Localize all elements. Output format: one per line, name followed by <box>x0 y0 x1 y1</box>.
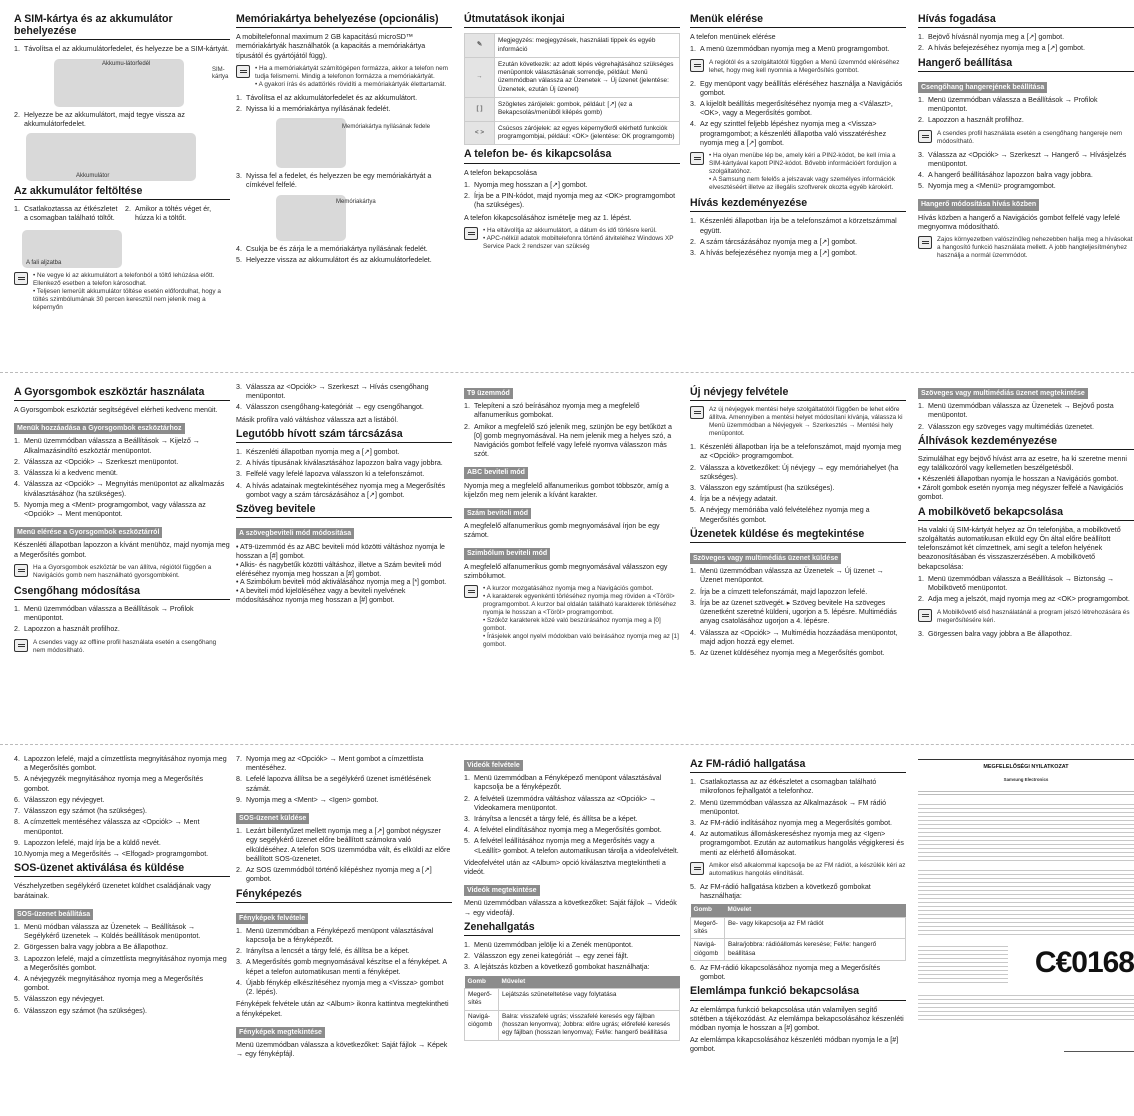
list-item: 2. Amikor a töltés véget ér, húzza ki a töltőt. <box>125 205 212 223</box>
heading-fake-call: Álhívások kezdeményezése <box>918 435 1134 450</box>
note-icon <box>690 406 704 419</box>
note-icon <box>464 585 478 598</box>
list-item: 2. Egy menüpont vagy beállítás eléréséhez használja a Navigációs gombot. <box>690 79 903 97</box>
list-item: 3. Lapozzon lefelé, majd a címzettlista megnyitásához nyomja meg a Megerősítés gombot. <box>14 954 227 972</box>
list-item: 7. Válasszon egy számot (ha szükséges). <box>14 807 148 816</box>
list-item: 5. A névjegy memóriába való felvételéhez nyomja meg a Megerősítés gombot. <box>690 506 870 524</box>
list-item: 2. Válasszon egy zenei kategóriát → egy zenei fájlt. <box>464 952 629 961</box>
list-item: 2. Válasszon egy szöveges vagy multimédiás üzenetet. <box>918 422 1095 431</box>
list-item: 4. Válasszon csengőhang-kategóriát → egy csengőhangot. <box>236 403 424 412</box>
note-icon <box>690 862 704 875</box>
list-item: 2. A hívás típusának kiválasztásához lapozzon balra vagy jobbra. <box>236 459 443 468</box>
heading-new-contact: Új névjegy felvétele <box>690 386 906 401</box>
list-item: 4. Lapozzon lefelé, majd a címzettlista megnyitásához nyomja meg a Megerősítés gombot. <box>14 755 227 773</box>
col-shortcuts: A Gyorsgombok eszköztár használata A Gyorsgombok eszköztár segítségével elérheti kedvenc menüit. Menük hozzáadása a Gyorsgombok eszköztárhoz 1. Menü üzemmódban válassza a Beállítások → Kijelző → Alkalmazásindító eszköztár menüpontot. 2. Válassza az <Opciók> → Szerkeszt menüpontot. 3. Válassza ki a kedvenc menüt. 4. Válassza az <Opciók> → Megnyitás menüpontot az alkalmazás kiválasztásához (ha szükséges). 5. Nyomja meg a <Ment> programgombot, vagy válassza az <Opciók> → Ment menüpontot. Menü elérése a Gyorsgombok eszköztárról Készenléti állapotban lapozzon a kívánt menühöz, majd nyomja meg a Megerősítés gombot. Ha a Gyorsgombok eszköztár be van állítva, régiótól függően a Navigációs gomb nem használható gyorsgombként. Csengőhang módosítása 1. Menü üzemmódban válassza a Beállítások → Profilok menüpontot. 2. Lapozzon a használt profilhoz. A csendes vagy az offline profil használata esetén a csengőhang nem módosítható. <box>14 386 230 654</box>
list-item: 3. Görgessen balra vagy jobbra a Be állapothoz. <box>918 629 1072 638</box>
table-row: Megerő-sítés Be- vagy kikapcsolja az FM rádiót <box>691 917 906 939</box>
note-icon <box>918 236 932 249</box>
list-item: 3. Válasszon egy számtípust (ha szükséges). <box>690 484 835 493</box>
list-item: 3. Felfelé vagy lefelé lapozva válasszon ki a telefonszámot. <box>236 470 425 479</box>
note-icon <box>236 65 250 78</box>
list-item: 2. A hívás befejezéséhez nyomja meg a [↗] gombot. <box>918 44 1085 53</box>
list-item: 2. Válassza a következőket: Új névjegy → egy memóriahelyet (ha szükséges). <box>690 463 899 481</box>
list-item: 2. A szám tárcsázásához nyomja meg a [↗] gombot. <box>690 237 857 246</box>
declaration-text-block <box>918 789 1134 795</box>
memory-card-illustration: Memóriakártya <box>276 195 346 241</box>
list-item: 2. Irányítsa a lencsét a tárgy felé, és állítsa be a képet. <box>236 947 410 956</box>
subheading-bar: Fényképek megtekintése <box>236 1027 325 1038</box>
brackets-icon: [ ] <box>465 98 495 122</box>
list-item: 2. Lapozzon a használt profilhoz. <box>14 625 120 634</box>
list-item: 4. Írja be a névjegy adatait. <box>690 495 778 504</box>
subheading-bar: Videók megtekintése <box>464 885 540 896</box>
list-item: 6. Az FM-rádió kikapcsolásához nyomja meg a Megerősítés gombot. <box>690 964 881 982</box>
radio-keys-table <box>690 904 906 961</box>
icon-table <box>464 33 680 145</box>
note-icon <box>918 130 932 143</box>
list-item: 2. Adja meg a jelszót, majd nyomja meg az <OK> programgombot. <box>918 595 1130 604</box>
list-item: 2. Az SOS üzemmódból történő kilépéshez nyomja meg a [↗] gombot. <box>236 866 432 884</box>
list-item: 2. A felvételi üzemmódra váltáshoz válassza az <Opciók> → Videokamera menüpontot. <box>464 794 657 812</box>
list-item: 3. Irányítsa a lencsét a tárgy felé, és állítsa be a képet. <box>464 814 638 823</box>
list-item: 5. Az üzenet küldéséhez nyomja meg a Megerősítés gombot. <box>690 648 885 657</box>
col-memory: Memóriakártya behelyezése (opcionális) A mobiltelefonnal maximum 2 GB kapacitású microSD™ memóriakártyák használhatók (a kapacitás a memóriakártya típusától és gyártójától függ). • Ha a memóriakártyát számítógépen formázza, akkor a telefon nem tudja felismerni. Mindig a telefonon formázza a memóriakártyát. • A gyakori írás és adattörlés rövidíti a memóriakártyák élettartamát. 1. Távolítsa el az akkumulátorfedelet és az akkumulátort. 2. Nyissa ki a memóriakártya nyílásának fedelét. Memóriakártya nyílásának fedele 3. Nyissa fel a fedelet, és helyezzen be egy memóriakártyát a címkével felfelé. Memóriakártya 4. Csukja be és zárja le a memóriakártya nyílásának fedelét. 5. Helyezze vissza az akkumulátort és az akkumulátorfedelet. <box>236 0 452 372</box>
list-item: 4. Az egy szinttel feljebb lépéshez nyomja meg a <Vissza> programgombot; a készenléti állapotba való visszatéréshez nyomja meg a [↗] gombot. <box>690 120 887 147</box>
list-item: 2. Lapozzon a használt profilhoz. <box>918 116 1024 125</box>
list-item: 1. Készenléti állapotban írja be a telefonszámot, majd nyomja meg az <Opciók> programgombot. <box>690 443 902 461</box>
note-icon <box>464 227 478 240</box>
table-row: Navigá-ciógomb Balra/jobbra: rádióállomás keresése; Fel/le: hangerő beállítása <box>691 939 906 961</box>
list-item: 4. A felvétel elindításához nyomja meg a Megerősítés gombot. <box>464 826 662 835</box>
subheading-bar: ABC beviteli mód <box>464 467 528 478</box>
note-icon: ✎ <box>465 34 495 58</box>
table-row: Megerő-sítés Lejátszás szüneteltetése vagy folytatása <box>465 988 680 1010</box>
declaration-title: MEGFELELŐSÉGI NYILATKOZAT <box>983 764 1069 770</box>
list-item: 9. Nyomja meg a <Ment> → <Igen> gombot. <box>236 795 379 804</box>
list-item: 1. Menü módban válassza az Üzenetek → Beállítások → Segélykérő üzenetek → Küldés beállítások menüpontot. <box>14 922 201 941</box>
note-icon <box>918 609 932 622</box>
address-block <box>918 943 1008 983</box>
col-video-music: Videók felvétele 1. Menü üzemmódban a Fényképező menüpont választásával kapcsolja be a fényképezőt. 2. A felvételi üzemmódra váltáshoz válassza az <Opciók> → Videokamera menüpontot. 3. Irányítsa a lencsét a tárgy felé, és állítsa be a képet. 4. A felvétel elindításához nyomja meg a Megerősítés gombot. 5. A felvétel leállításához nyomja meg a Megerősítés vagy a <Leállít> gombot. A telefon automatikusan tárolja a videofelvételt. Videofelvétel után az <Album> opció kiválasztva megtekintheti a videót. Videók megtekintése Menü üzemmódban válassza a következőket: Saját fájlok → Videók → egy videofájl. Zenehallgatás 1. Menü üzemmódban jelölje ki a Zenék menüpontot. 2. Válasszon egy zenei kategóriát → egy zenei fájlt. 3. A lejátszás közben a következő gombokat használhatja: Gomb Művelet Megerő-sítés Lejátszás szüneteltetése vagy folytatása Navigá-ciógomb Balra: visszafelé ugrás; visszafelé keresés egy fájlban (hosszan lenyomva); Jobbra: előre ugrás; előrefelé keresés egy fájlban (hosszan lenyomva); Fel/le: hangerő beállítása <box>464 745 680 1116</box>
subheading-bar: Menü elérése a Gyorsgombok eszköztárról <box>14 527 162 538</box>
note-icon <box>690 152 704 165</box>
col-camera: 7. Nyomja meg az <Opciók> → Ment gombot a címzettlista mentéséhez. 8. Lefelé lapozva állítsa be a segélykérő üzenet ismétlésének számát. 9. Nyomja meg a <Ment> → <Igen> gombot. SOS-üzenet küldése 1. Lezárt billentyűzet mellett nyomja meg a [↗] gombot négyszer egy segélykérő üzenet előre beállított számokra való elküldéséhez. A telefon SOS üzemmódba vált, és elküldi az előre beállított SOS-üzenetet. 2. Az SOS üzemmódból történő kilépéshez nyomja meg a [↗] gombot. Fényképezés Fényképek felvétele 1. Menü üzemmódban a Fényképező menüpont választásával kapcsolja be a fényképezőt. 2. Irányítsa a lencsét a tárgy felé, és állítsa be a képet. 3. A Megerősítés gomb megnyomásával készítse el a fényképet. A képet a telefon automatikusan menti a fényképet. 4. Újabb fénykép elkészítéséhez nyomja meg a <Vissza> gombot (2. lépés). Fényképek felvétele után az <Album> ikonra kattintva megtekintheti a fényképeket. Fényképek megtekintése Menü üzemmódban válassza a következőket: Saját fájlok → Képek → egy fényképfájl. <box>236 755 451 1059</box>
table-row: Gomb Művelet <box>465 976 680 989</box>
subheading-bar: Szöveges vagy multimédiás üzenet küldése <box>690 553 841 564</box>
note: A csendes vagy az offline profil használata esetén a csengőhang nem módosítható. <box>14 639 230 655</box>
list-item: 2. Menü üzemmódban válassza az Alkalmazások → FM rádió menüpontot. <box>690 798 887 816</box>
battery-illustration: Akkumulátor <box>26 133 196 181</box>
col-radio: Az FM-rádió hallgatása 1. Csatlakoztassa az az étkészletet a csomagban található mikrofonos fejhallgatót a telefonhoz. 2. Menü üzemmódban válassza az Alkalmazások → FM rádió menüpontot. 3. Az FM-rádió indításához nyomja meg a Megerősítés gombot. 4. Az automatikus állomáskereséshez nyomja meg az <Igen> programgombot. Ezután az automatikus hangolás végigkeresi és menti az elérhető állomásokat. Amikor első alkalommal kapcsolja be az FM rádiót, a készülék kéri az automatikus hangolás elindítását. 5. Az FM-rádió hallgatása közben a következő gombokat használhatja: Gomb Művelet Megerő-sítés Be- vagy kikapcsolja az FM rádiót Navigá-ciógomb Balra/jobbra: rádióállomás keresése; Fel/le: hangerő beállítása 6. Az FM-rádió kikapcsolásához nyomja meg a Megerősítés gombot. Elemlámpa funkció bekapcsolása Az elemlámpa funkció bekapcsolása után valamilyen segítő sötétben a tájékozódást. Az elemlámpa bekapcsolásához készenléti módban nyomja le hosszan a [#] gombot. Az elemlámpa kikapcsolásához készenléti módban nyomja le a [#] gombot. <box>690 758 906 1054</box>
subheading-bar: SOS-üzenet küldése <box>236 813 309 824</box>
table-row: [ ] Szögletes zárójelek: gombok, például: [↗] (ez a Bekapcsolás/menüből kilépés gomb) <box>465 98 680 122</box>
list-item: 3. A Megerősítés gomb megnyomásával készítse el a fényképet. A képet a telefon automatikusan menti a fényképet. <box>236 958 447 976</box>
heading-sos: SOS-üzenet aktiválása és küldése <box>14 862 230 877</box>
list-item: 2. Amikor a megfelelő szó jelenik meg, szünjön be egy betűközt a [0] gomb megnyomásával. Ha nem jelenik meg a helyes szó, a Navigációs gombot felfelé vagy lefelé nyomva válasszon más szót. <box>464 422 672 459</box>
angle-brackets-icon: < > <box>465 121 495 145</box>
heading-shortcuts: A Gyorsgombok eszköztár használata <box>14 386 230 401</box>
note: Az új névjegyek mentési helye szolgáltatótól függően be lehet előre állítva. Amennyiben a mentési helyet módosítani kívánja, válassza ki Menü üzemmódban a Névjegyek → Szerkesztés → Mentési hely menüpontot. <box>690 406 906 438</box>
note: A Mobilkövető első használatánál a program jelszó létrehozására és megerősítésére kéri. <box>918 609 1134 625</box>
panel-3 <box>0 744 1134 1116</box>
note: A csendes profil használata esetén a csengőhang hangereje nem módosítható. <box>918 130 1134 146</box>
panel-2 <box>0 372 1134 744</box>
subheading-bar: Szám beviteli mód <box>464 508 531 519</box>
list-item: 8. Lefelé lapozva állítsa be a segélykérő üzenet ismétlésének számát. <box>236 775 431 793</box>
subheading-bar: Szöveges vagy multimédiás üzenet megtekintése <box>918 388 1088 399</box>
list-item: 2. Írja be a címzett telefonszámát, majd lapozzon lefelé. <box>690 587 868 596</box>
list-item: 4. Az automatikus állomáskereséshez nyomja meg az <Igen> programgombot. Ezután az automatikus hangolás végigkeresi és menti az elérhető állomásokat. <box>690 830 904 857</box>
list-item: 4. A hívás adatainak megtekintéséhez nyomja meg a Megerősítés gombot vagy a szám tárcsázásához a [↗] gombot. <box>236 481 446 499</box>
signature <box>1064 1030 1134 1052</box>
list-item: 4. Újabb fénykép elkészítéséhez nyomja meg a <Vissza> gombot (2. lépés). <box>236 978 444 997</box>
col-answer: Hívás fogadása 1. Bejövő hívásnál nyomja meg a [↗] gombot. 2. A hívás befejezéséhez nyomja meg a [↗] gombot. Hangerő beállítása Csengőhang hangerejének beállítása 1. Menü üzemmódban válassza a Beállítások → Profilok menüpontot. 2. Lapozzon a használt profilhoz. A csendes profil használata esetén a csengőhang hangereje nem módosítható. 3. Válassza az <Opciók> → Szerkeszt → Hangerő → Hívásjelzés menüpontot. 4. A hangerő beállításához lapozzon balra vagy jobbra. 5. Nyomja meg a <Menü> programgombot. Hangerő módosítása hívás közben Hívás közben a hangerő a Navigációs gombot felfelé vagy lefelé megnyomva módosítható. Zajos környezetben valószínűleg nehezebben hallja meg a hívásokat a hangosító funkció használata mellett. A jobb hangteljesítményhez használja a normál üzemmódot. <box>918 13 1133 259</box>
list-item: 1. Menü üzemmódban válassza az Üzenetek → Bejövő posta menüpontot. <box>918 402 1114 420</box>
heading-text-input: Szöveg bevitele <box>236 503 452 518</box>
heading-menus: Menük elérése <box>690 13 906 28</box>
note: Zajos környezetben valószínűleg nehezebben hallja meg a hívásokat a hangosító funkció használata mellett. A jobb hangteljesítményhez használja a normál üzemmódot. <box>918 236 1134 260</box>
list-item: 1. Készenléti állapotban írja be a telefonszámot a körzetszámmal együtt. <box>690 217 897 235</box>
list-item: 4. Válassza az <Opciók> → Multimédia hozzáadása menüpontot, majd adjon hozzá egy elemet. <box>690 628 898 646</box>
note-icon <box>14 272 28 285</box>
declaration-text-block <box>918 992 1134 1022</box>
heading-icons: Útmutatások ikonjai <box>464 13 680 28</box>
list-item: 1. Távolítsa el az akkumulátorfedelet és az akkumulátort. <box>236 93 418 102</box>
list-item: 1. Menü üzemmódban válassza az Üzenetek → Új üzenet → Üzenet menüpontot. <box>690 567 884 585</box>
declaration-text-block <box>918 867 1134 937</box>
list-item: 5. Nyomja meg a <Menü> programgombot. <box>918 182 1056 191</box>
col-contacts <box>690 373 906 744</box>
list-item: 4. A hangerő beállításához lapozzon balra vagy jobbra. <box>918 170 1093 179</box>
list-item: 2. Helyezze be az akkumulátort, majd tegye vissza az akkumulátorfedelet. <box>14 110 185 128</box>
list-item: 1. Lezárt billentyűzet mellett nyomja meg a [↗] gombot négyszer egy segélykérő üzenet előre beállított számokra való elküldéséhez. A telefon SOS üzemmódba vált, és elküldi az előre beállított SOS-üzenetet. <box>236 827 451 863</box>
col-menus: Menük elérése A telefon menüinek elérése 1. A menü üzemmódban nyomja meg a Menü programgombot. A regiótól és a szolgáltatótól függően a Menü üzemmód eléréséhez lehet, hogy meg kell nyomnia a Megerősítés gombot. 2. Egy menüpont vagy beállítás eléréséhez használja a Navigációs gombot. 3. A kijelölt beállítás megerősítéséhez nyomja meg a <Választ>, <OK>, vagy a Megerősítés gombot. 4. Az egy szinttel feljebb lépéshez nyomja meg a <Vissza> programgombot; a készenléti állapotba való visszatéréshez nyomja meg a [↗] gombot. • Ha olyan menübe lép be, amely kéri a PIN2-kódot, be kell írnia a SIM-kártyával kapott PIN2-kódot. Bővebb információért forduljon a szolgáltatóhoz. • A Samsung nem felelős a jelszavak vagy személyes információk elvesztéséért illetve az illegális szoftverek okozta egyéb károkért. Hívás kezdeményezése 1. Készenléti állapotban írja be a telefonszámot a körzetszámmal együtt. 2. A szám tárcsázásához nyomja meg a [↗] gombot. 3. A hívás befejezéséhez nyomja meg a [↗] gombot. <box>690 0 906 372</box>
bullet-list: • Készenléti állapotban nyomja le hosszan a Navigációs gombot. • Zárolt gombok esetén nyomja meg négyszer felfelé a Navigációs gombot. <box>918 476 1134 502</box>
subheading-bar: SOS-üzenet beállítása <box>14 909 93 920</box>
table-row: → Ezután következik: az adott lépés végrehajtásához szükséges menüpontok választásának sorrendje, például: Menü üzemmódban válassza az Üzenetek → Új üzenet (jelentése: Üzenetek, ezután Új üzenet) <box>465 57 680 97</box>
list-item: 1. Menü üzemmódban válassza a Beállítások → Biztonság → Mobilkövető menüpontot. <box>918 574 1115 593</box>
list-item: 3. Írja be az üzenet szövegét. ▸ Szöveg bevitele Ha szöveges üzenetként szeretné küldeni, ugorjon a 5. lépésre. Multimédiás anyag csatolásához ugorjon a 4. lépésre. <box>690 598 897 626</box>
charger-illustration: A fali aljzatba <box>22 230 122 268</box>
ce-mark: C€0168 <box>1034 946 1134 980</box>
list-item: 3. A hívás befejezéséhez nyomja meg a [↗] gombot. <box>690 248 857 257</box>
list-item: 3. A lejátszás közben a következő gombokat használhatja: <box>464 963 650 972</box>
list-item: 3. Válassza az <Opciók> → Szerkeszt → Hívás csengőhang menüpontot. <box>236 383 429 401</box>
note: A regiótól és a szolgáltatótól függően a Menü üzemmód eléréséhez lehet, hogy meg kell nyomnia a Megerősítés gombot. <box>690 59 906 75</box>
music-keys-table <box>464 976 680 1041</box>
subheading-bar: Csengőhang hangerejének beállítása <box>918 82 1047 93</box>
heading-ringtone: Csengőhang módosítása <box>14 585 230 600</box>
heading-sim: A SIM-kártya és az akkumulátor behelyezése <box>14 13 230 40</box>
list-item: 1. Menü üzemmódban a Fényképező menüpont választásával kapcsolja be a fényképezőt. <box>464 774 662 792</box>
note: • A kurzor mozgatásához nyomja meg a Navigációs gombot. • A karakterek egyenkénti törléséhez nyomja meg röviden a <Töröl> programgombot. A kurzor bal oldalán található karakterek törléséhez nyomja le hosszan a <Töröl> programgombot. • Szóköz karakterek közé való beszúrásához nyomja meg a [0] gombot. • Írásjelek angol nyelvi módokban való beírásához nyomja meg az [1] gombot. <box>464 585 680 649</box>
list-item: 2. Görgessen balra vagy jobbra a Be állapothoz. <box>14 943 168 952</box>
list-item: 1. Menü üzemmódban jelölje ki a Zenék menüpontot. <box>464 940 633 949</box>
declaration-text-block <box>918 801 1134 861</box>
note-icon <box>690 59 704 72</box>
list-item: 2. Válassza az <Opciók> → Szerkeszt menüpontot. <box>14 457 179 466</box>
declaration-company: Samsung Electronics <box>1003 777 1049 783</box>
declaration <box>918 759 1134 1052</box>
heading-redial: Legutóbb hívott szám tárcsázása <box>236 428 452 443</box>
sim-illustration: Akkumu-látorfedél SIM-kártya <box>54 59 184 107</box>
heading-camera: Fényképezés <box>236 888 452 903</box>
list-item: 1. Menü üzemmódban válassza a Beállítások → Profilok menüpontot. <box>14 604 194 623</box>
list-item: 5. Helyezze vissza az akkumulátort és az akkumulátorfedelet. <box>236 255 432 264</box>
subheading-bar: Videók felvétele <box>464 760 523 771</box>
list-item: 5. Válasszon egy névjegyet. <box>14 995 105 1004</box>
col-sos: 4. Lapozzon lefelé, majd a címzettlista megnyitásához nyomja meg a Megerősítés gombot. 5. A névjegyzék megnyitásához nyomja meg a Megerősítés gombot. 6. Válasszon egy névjegyet. 7. Válasszon egy számot (ha szükséges). 8. A címzettek mentéséhez válassza az <Opciók> → Ment menüpontot. 9. Lapozzon lefelé, majd írja be a küldő nevét. 10. Nyomja meg a Megerősítés → <Elfogad> programgombot. SOS-üzenet aktiválása és küldése Vészhelyzetben segélykérő üzenetet küldhet családjának vagy barátainak. SOS-üzenet beállítása 1. Menü módban válassza az Üzenetek → Beállítások → Segélykérő üzenetek → Küldés beállítások menüpontot. 2. Görgessen balra vagy jobbra a Be állapothoz. 3. Lapozzon lefelé, majd a címzettlista megnyitásához nyomja meg a Megerősítés gombot. 4. A névjegyzék megnyitásához nyomja meg a Megerősítés gombot. 5. Válasszon egy névjegyet. 6. Válasszon egy számot (ha szükséges). <box>14 745 230 1116</box>
arrow-icon: → <box>465 57 495 97</box>
list-item: 9. Lapozzon lefelé, majd írja be a küldő nevét. <box>14 838 161 847</box>
list-item: 7. Nyomja meg az <Opciók> → Ment gombot a címzettlista mentéséhez. <box>236 755 424 773</box>
list-item: 3. Válassza ki a kedvenc menüt. <box>14 469 118 478</box>
heading-flashlight: Elemlámpa funkció bekapcsolása <box>690 985 906 1000</box>
subheading-bar: Fényképek felvétele <box>236 913 308 924</box>
list-item: 1. Csatlakoztassa az étkészletet a csomagban található töltőt. <box>14 205 118 223</box>
list-item: 1. Menü üzemmódban válassza a Beállítások → Kijelző → Alkalmazásindító eszköztár menüpontot. <box>14 437 200 455</box>
col-redial: 3. Válassza az <Opciók> → Szerkeszt → Hívás csengőhang menüpontot. 4. Válasszon csengőhang-kategóriát → egy csengőhangot. Másik profilra való váltáshoz válassza azt a listából. Legutóbb hívott szám tárcsázása 1. Készenléti állapotban nyomja meg a [↗] gombot. 2. A hívás típusának kiválasztásához lapozzon balra vagy jobbra. 3. Felfelé vagy lefelé lapozva válasszon ki a telefonszámot. 4. A hívás adatainak megtekintéséhez nyomja meg a Megerősítés gombot vagy a szám tárcsázásához a [↗] gombot. Szöveg bevitele A szövegbeviteli mód módosítása • AT9-üzemmód és az ABC beviteli mód közötti váltáshoz nyomja le hosszan a [#] gombot. • Alkis- és nagybetűk közötti váltáshoz, illetve a Szám beviteli mód eléréséhez nyomja meg hosszan a [#] gombot. • A Szimbólum beviteli mód aktiválásához nyomja meg a [*] gombot. • A beviteli mód kijelöléséhez vagy a beviteli nyelvének módosításához nyomja meg hosszan a [#] gombot. <box>236 373 452 744</box>
heading-radio: Az FM-rádió hallgatása <box>690 758 906 773</box>
list-item: 1. Bejövő hívásnál nyomja meg a [↗] gombot. <box>918 33 1065 42</box>
list-item: 1. Menü üzemmódban válassza a Beállítások → Profilok menüpontot. <box>918 95 1098 114</box>
note: Ha a Gyorsgombok eszköztár be van állítva, régiótól függően a Navigációs gomb nem használható gyorsgombként. <box>14 564 230 580</box>
col-input-modes: T9 üzemmód 1. Telepíteni a szó beírásához nyomja meg a megfelelő alfanumerikus gombokat. 2. Amikor a megfelelő szó jelenik meg, szünjön be egy betűközt a [0] gomb megnyomásával. Ha nem jelenik meg a helyes szó, a Navigációs gombot felfelé vagy lefelé nyomva válasszon más szót. ABC beviteli mód Nyomja meg a megfelelő alfanumerikus gombot többször, amíg a kijelzőn meg nem jelenik a kívánt karakter. Szám beviteli mód A megfelelő alfanumerikus gomb megnyomásával írjon be egy számot. Szimbólum beviteli mód A megfelelő alfanumerikus gomb megnyomásával válasszon egy szimbólumot. • A kurzor mozgatásához nyomja meg a Navigációs gombot. • A karakterek egyenkénti törléséhez nyomja meg röviden a <Töröl> programgombot. A kurzor bal oldalán található karakterek törléséhez nyomja le hosszan a <Töröl> programgombot. • Szóköz karakterek közé való beszúrásához nyomja meg a [0] gombot. • Írásjelek angol nyelvi módokban való beírásához nyomja meg az [1] gombot. <box>464 373 680 744</box>
subheading-bar: T9 üzemmód <box>464 388 513 399</box>
col-declaration <box>918 745 1134 1116</box>
heading-answer: Hívás fogadása <box>918 13 1134 28</box>
note: • Ha eltávolítja az akkumulátort, a dátum és idő törlésre kerül. • APC-nélkül adatok mobiltelefonra történő átviteléhez Windows XP Service Pack 2 rendszer van szükség <box>464 227 680 251</box>
list-item: 6. Válasszon egy számot (ha szükséges). <box>14 1006 148 1015</box>
list-item: 1. Csatlakoztassa az az étkészletet a csomagban található mikrofonos fejhallgatót a telefonhoz. <box>690 778 877 796</box>
subheading-bar: Szimbólum beviteli mód <box>464 548 550 559</box>
heading-volume: Hangerő beállítása <box>918 57 1134 72</box>
list-item: 2. Nyissa ki a memóriakártya nyílásának fedelét. <box>236 105 391 114</box>
list-item: 1. Menü üzemmódban a Fényképező menüpont választásával kapcsolja be a fényképezőt. <box>236 926 434 944</box>
col-icons: Útmutatások ikonjai ✎ Megjegyzés: megjegyzések, használati tippek és egyéb információ → Ezután következik: az adott lépés végrehajtásához szükséges menüpontok választásának sorrendje, például: Menü üzemmódban válassza az Üzenetek → Új üzenet (jelentése: Üzenetek, ezután Új üzenet) [ ] Szögletes zárójelek: gombok, például: [↗] (ez a Bekapcsolás/menüből kilépés gomb) < > Csúcsos zárójelek: az egyes képernyőkről elérhető funkciók programgombjai, például: <OK> (jelentése: OK programgomb) A telefon be- és kikapcsolása A telefon bekapcsolása 1. Nyomja meg hosszan a [↗] gombot. 2. Írja be a PIN-kódot, majd nyomja meg az <OK> programgombot (ha szükséges). A telefon kikapcsolásához ismételje meg az 1. lépést. • Ha eltávolítja az akkumulátort, a dátum és idő törlésre kerül. • APC-nélkül adatok mobiltelefonra történő átviteléhez Windows XP Service Pack 2 rendszer van szükség <box>464 0 680 372</box>
table-row: Gomb Művelet <box>691 904 906 917</box>
table-row: < > Csúcsos zárójelek: az egyes képernyőkről elérhető funkciók programgombjai, például: <OK> (jelentése: OK programgomb) <box>465 121 680 145</box>
note: Amikor első alkalommal kapcsolja be az FM rádiót, a készülék kéri az automatikus hangolás elindítását. <box>690 862 906 878</box>
list-item: 5. Nyomja meg a <Ment> programgombot, vagy válassza az <Opciók> → Ment menüpontot. <box>14 500 206 519</box>
panel-1 <box>0 0 1134 372</box>
note-icon <box>14 639 28 652</box>
heading-messages: Üzenetek küldése és megtekintése <box>690 528 906 543</box>
list-item: 6. Válasszon egy névjegyet. <box>14 795 105 804</box>
list-item: 1. A menü üzemmódban nyomja meg a Menü programgombot. <box>690 45 890 54</box>
subheading-bar: Hangerő módosítása hívás közben <box>918 199 1039 210</box>
heading-memory: Memóriakártya behelyezése (opcionális) <box>236 13 452 28</box>
list-item: 1. Telepíteni a szó beírásához nyomja meg a megfelelő alfanumerikus gombokat. <box>464 402 640 420</box>
heading-power: A telefon be- és kikapcsolása <box>464 148 680 163</box>
list-item: 3. A kijelölt beállítás megerősítéséhez nyomja meg a <Választ>, <OK>, vagy a Megerősítés gombot. <box>690 100 893 118</box>
note: • Ha a memóriakártyát számítógépen formázza, akkor a telefon nem tudja felismerni. Mindig a telefonon formázza a memóriakártyát. • A gyakori írás és adattörlés rövidíti a memóriakártyák élettartamát. <box>236 65 452 89</box>
list-item: 4. Csukja be és zárja le a memóriakártya nyílásának fedelét. <box>236 244 428 253</box>
list-item: 5. Az FM-rádió hallgatása közben a következő gombokat használhatja: <box>690 882 871 901</box>
list-item: 1. Készenléti állapotban nyomja meg a [↗] gombot. <box>236 448 400 457</box>
list-item: 1. Nyomja meg hosszan a [↗] gombot. <box>464 180 588 189</box>
list-item: 5. A névjegyzék megnyitásához nyomja meg a Megerősítés gombot. <box>14 775 204 793</box>
memory-slot-illustration: Memóriakártya nyílásának fedele <box>276 118 346 168</box>
list-item: 2. Írja be a PIN-kódot, majd nyomja meg az <OK> programgombot (ha szükséges). <box>464 192 676 210</box>
subheading-bar: A szövegbeviteli mód módosítása <box>236 528 354 539</box>
list-item: 3. Nyissa fel a fedelet, és helyezzen be egy memóriakártyát a címkével felfelé. <box>236 172 432 190</box>
table-row: Navigá-ciógomb Balra: visszafelé ugrás; visszafelé keresés egy fájlban (hosszan lenyomva); Jobbra: előre ugrás; előrefelé keresés egy fájlban (hosszan lenyomva); Fel/le: hangerő beállítása <box>465 1010 680 1040</box>
note: • Ha olyan menübe lép be, amely kéri a PIN2-kódot, be kell írnia a SIM-kártyával kapott PIN2-kódot. Bővebb információért forduljon a szolgáltatóhoz. • A Samsung nem felelős a jelszavak vagy személyes információk elvesztéséért illetve az illegális szoftverek okozta egyéb károkért. <box>690 152 906 192</box>
subheading-bar: Menük hozzáadása a Gyorsgombok eszköztárhoz <box>14 423 185 434</box>
heading-call: Hívás kezdeményezése <box>690 197 906 212</box>
list-item: 10. Nyomja meg a Megerősítés → <Elfogad> programgombot. <box>14 849 209 858</box>
list-item: 4. A névjegyzék megnyitásához nyomja meg a Megerősítés gombot. <box>14 974 204 993</box>
list-item: 3. Válassza az <Opciók> → Szerkeszt → Hangerő → Hívásjelzés menüpontot. <box>918 150 1127 168</box>
heading-charging: Az akkumulátor feltöltése <box>14 185 230 200</box>
bullet-list: • AT9-üzemmód és az ABC beviteli mód közötti váltáshoz nyomja le hosszan a [#] gombot. • Alkis- és nagybetűk közötti váltáshoz, illetve a Szám beviteli mód eléréséhez nyomja meg hosszan a [#] gombot. • A Szimbólum beviteli mód aktiválásához nyomja meg a [*] gombot. • A beviteli mód kijelöléséhez vagy a beviteli nyelvének módosításához nyomja meg hosszan a [#] gombot. <box>236 544 452 605</box>
note: • Ne vegye ki az akkumulátort a telefonból a töltő lehúzása előtt. Ellenkező esetben a telefon károsodhat. • Teljesen lemerült akkumulátor töltése esetén előfordulhat, hogy a töltés szimbólumának 30 percen keresztül nem jelenik meg a képernyőn <box>14 272 230 312</box>
heading-tracker: A mobilkövető bekapcsolása <box>918 506 1134 521</box>
list-item: 1. Távolítsa el az akkumulátorfedelet, és helyezze be a SIM-kártyát. <box>14 45 230 54</box>
table-row: ✎ Megjegyzés: megjegyzések, használati tippek és egyéb információ <box>465 34 680 58</box>
col-sim <box>14 0 230 372</box>
list-item: 4. Válassza az <Opciók> → Megnyitás menüpontot az alkalmazás kiválasztásához (ha szükséges). <box>14 480 225 498</box>
col-fake-call: Szöveges vagy multimédiás üzenet megtekintése 1. Menü üzemmódban válassza az Üzenetek → Bejövő posta menüpontot. 2. Válasszon egy szöveges vagy multimédiás üzenetet. Álhívások kezdeményezése Szimulálhat egy bejövő hívást arra az esetre, ha ki szeretne menni egy találkozóról vagy kellemetlen beszélgetésből. • Készenléti állapotban nyomja le hosszan a Navigációs gombot. • Zárolt gombok esetén nyomja meg négyszer felfelé a Navigációs gombot. A mobilkövető bekapcsolása Ha valaki új SIM-kártyát helyez az Ön telefonjába, a mobilkövető szolgáltatás automatikusan elküld egy Ön által előre beállított telefonszámot két címzettnek, ami segít a telefon helyének beazonosításában és visszaszerzésében. A mobilkövető bekapcsolása: 1. Menü üzemmódban válassza a Beállítások → Biztonság → Mobilkövető menüpontot. 2. Adja meg a jelszót, majd nyomja meg az <OK> programgombot. A Mobilkövető első használatánál a program jelszó létrehozására és megerősítésére kéri. 3. Görgessen balra vagy jobbra a Be állapothoz. <box>918 373 1134 744</box>
heading-music: Zenehallgatás <box>464 921 680 936</box>
list-item: 5. A felvétel leállításához nyomja meg a Megerősítés vagy a <Leállít> gombot. A telefon automatikusan tárolja a videofelvételt. <box>464 837 679 855</box>
note-icon <box>14 564 28 577</box>
list-item: 8. A címzettek mentéséhez válassza az <Opciók> → Ment menüpontot. <box>14 818 200 836</box>
list-item: 3. Az FM-rádió indításához nyomja meg a Megerősítés gombot. <box>690 819 893 828</box>
